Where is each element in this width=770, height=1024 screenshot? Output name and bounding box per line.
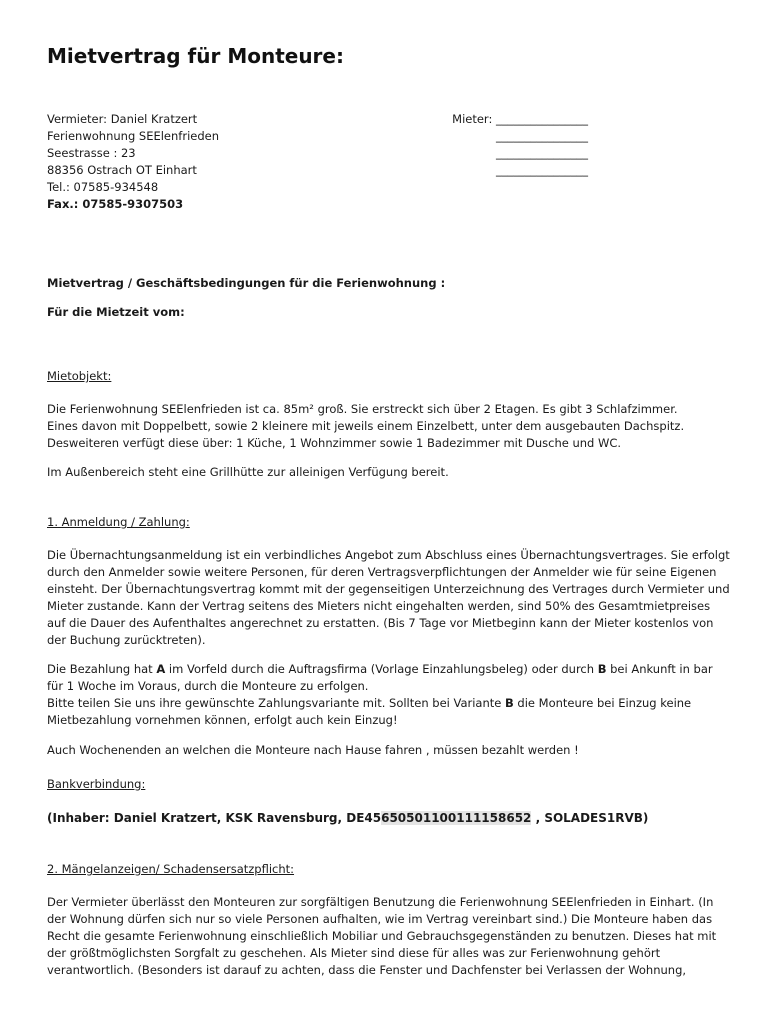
paragraph-line [47, 695, 727, 712]
paragraph-line: durch den Anmelder sowie weitere Personen, für deren Vertragsverpflichtungen der Anmelder wie für seine Eigenen [47, 565, 717, 579]
document-title: Mietvertrag für Monteure: [47, 44, 344, 68]
paragraph-line: Auch Wochenenden an welchen die Monteure nach Hause fahren , müssen bezahlt werden ! [47, 743, 579, 757]
paragraph-line: verantwortlich. (Besonders ist darauf zu achten, dass die Fenster und Dachfenster bei Verlassen der Wohnung, [47, 963, 687, 977]
paragraph-line: auf die Dauer des Aufenthaltes angerechnet zu erstatten. (Bis 7 Tage vor Mietbeginn kann der Mieter kostenlos von [47, 616, 714, 630]
defects-paragraph [47, 894, 727, 979]
paragraph-line: der Wohnung dürfen sich nur so viele Personen aufhalten, wie im Vertrag vereinbart sind.) Die Monteure haben das [47, 912, 713, 926]
text-run: Die Bezahlung hat [47, 662, 157, 676]
iban-highlight: 650501100111158652 [381, 811, 532, 825]
paragraph-line: Die Ferienwohnung SEElenfrieden ist ca. 85m² groß. Sie erstreckt sich über 2 Etagen. Es gibt 3 Schlafzimmer. [47, 402, 678, 416]
paragraph-line: Mieter zustande. Kann der Vertrag seitens des Mieters nicht eingehalten werden, sind 50% des Gesamtmietpreises [47, 599, 711, 613]
landlord-phone: Tel.: 07585-934548 [47, 180, 159, 194]
defects-heading: 2. Mängelanzeigen/ Schadensersatzpflicht: [47, 862, 295, 876]
variant-b-label: B [597, 662, 607, 676]
text-run: bei Ankunft in bar [606, 662, 713, 676]
landlord-fax: Fax.: 07585-9307503 [47, 197, 184, 211]
variant-b-label: B [505, 696, 514, 710]
paragraph-line: für 1 Woche im Voraus, durch die Monteure zu erfolgen. [47, 679, 369, 693]
landlord-property: Ferienwohnung SEElenfrieden [47, 129, 220, 143]
paragraph-line: Eines davon mit Doppelbett, sowie 2 kleinere mit jeweils einem Einzelbett, unter dem ausgebauten Dachspitz. [47, 419, 685, 433]
paragraph-line: der Buchung zurücktreten). [47, 633, 206, 647]
bank-details [47, 810, 727, 827]
tenant-line-1: Mieter: ________________ [452, 112, 588, 126]
paragraph-line [47, 810, 727, 827]
weekend-notice [47, 742, 727, 759]
text-run: (Inhaber: Daniel Kratzert, KSK Ravensburg, DE45 [47, 811, 382, 825]
landlord-name: Vermieter: Daniel Kratzert [47, 112, 198, 126]
text-run: im Vorfeld durch die Auftragsfirma (Vorlage Einzahlungsbeleg) oder durch [165, 662, 598, 676]
registration-paragraph [47, 547, 730, 649]
tenant-line-4: ________________ [496, 163, 588, 177]
paragraph-line: Die Übernachtungsanmeldung ist ein verbindliches Angebot zum Abschluss eines Übernachtungsvertrages. Sie erfolgt [47, 548, 730, 562]
landlord-street: Seestrasse : 23 [47, 146, 136, 160]
paragraph-line: einsteht. Der Übernachtungsvertrag kommt mit der gegenseitigen Unterzeichnung des Vertrages durch Vermieter und [47, 582, 730, 596]
paragraph-line: Recht die gesamte Ferienwohnung einschließlich Mobiliar und Gebrauchsgegenständen zu benutzen. Dieses hat mit [47, 929, 717, 943]
rental-period-label: Für die Mietzeit vom: [47, 305, 185, 319]
paragraph-line: Mietbezahlung vornehmen können, erfolgt auch kein Einzug! [47, 713, 398, 727]
contract-heading: Mietvertrag / Geschäftsbedingungen für die Ferienwohnung : [47, 276, 446, 290]
tenant-block [418, 111, 588, 179]
landlord-city: 88356 Ostrach OT Einhart [47, 163, 197, 177]
paragraph-line: Im Außenbereich steht eine Grillhütte zur alleinigen Verfügung bereit. [47, 465, 449, 479]
paragraph-line: Desweiteren verfügt diese über: 1 Küche, 1 Wohnzimmer sowie 1 Badezimmer mit Dusche und WC. [47, 436, 622, 450]
paragraph-line [47, 661, 727, 678]
paragraph-line: Der Vermieter überlässt den Monteuren zur sorgfältigen Benutzung die Ferienwohnung SEElenfrieden in Einhart. (In [47, 895, 714, 909]
landlord-address-block [47, 111, 219, 213]
tenant-line-2: ________________ [496, 129, 588, 143]
text-run: Bitte teilen Sie uns ihre gewünschte Zahlungsvariante mit. Sollten bei Variante [47, 696, 506, 710]
registration-payment-heading: 1. Anmeldung / Zahlung: [47, 515, 190, 529]
outdoor-area-text [47, 464, 727, 481]
text-run: die Monteure bei Einzug keine [513, 696, 692, 710]
paragraph-line: der größtmöglichsten Sorgfalt zu geschehen. Als Mieter sind diese für alles was zur Ferienwohnung gehört [47, 946, 661, 960]
rental-object-description [47, 401, 727, 452]
variant-a-label: A [156, 662, 166, 676]
tenant-line-3: ________________ [496, 146, 588, 160]
bank-details-heading: Bankverbindung: [47, 777, 146, 791]
payment-paragraph [47, 661, 727, 729]
text-run: , SOLADES1RVB) [531, 811, 649, 825]
rental-object-heading: Mietobjekt: [47, 369, 112, 383]
